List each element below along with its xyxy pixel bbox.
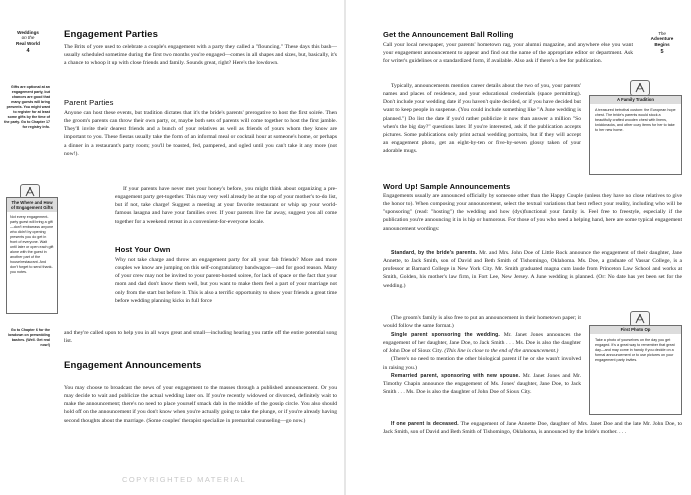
sidebar-title: The Where and How of Engagement Gifts: [7, 198, 57, 212]
paragraph: Why not take charge and throw an engagement party for all your fab friends? More and more couples we know are jumping on this self-congratulatory bandwagon—and for good reason. Many of your crew may not be invited to your parent-hosted soiree, for lack of space or the fact that your mom and dad don't know them well, but you want to make them feel a part of your marriage not only from the start but before it. This is also a terrific opportunity to show your friends a great time before wedding planning kicks in full force: [115, 257, 337, 304]
paragraph: Call your local newspaper, your parents' hometown rag, your alumni magazine, and anywhere else you want your engagement announcement to appear and find out the name of the appropriate editor or department. Ask for writer's guidelines or a standardized form, if available. Also ask if there's a fee for publication.: [383, 42, 633, 65]
sample-paragraph: [383, 372, 581, 396]
page-number: 4: [26, 47, 30, 54]
sidebar-engagement-gifts: [6, 197, 58, 314]
sample-note: (The groom's family is also free to put an announcement in their hometown paper; it would follow the same format.): [383, 315, 581, 330]
host-your-own-heading: Host Your Own: [115, 245, 171, 254]
sample-standard-note-block: [383, 314, 581, 330]
paragraph: If your parents have never met your honey's before, you might think about organizing a pre-engagement party get-together. This may very well already be at the top of your mother's to-do list, but if not, take charge! Suggest a meeting at your favorite restaurant or whip up your world-famous lasagna and have your families over. If your parents live far away, suggest you all come together for a weekend retreat in a convenient-for-everyone locale.: [115, 186, 337, 225]
running-head-line: Real World: [16, 40, 40, 46]
running-head-line: Adventure: [650, 36, 674, 42]
ball-rolling-text: [383, 82, 581, 155]
page-number: 5: [660, 48, 664, 55]
scroll-emblem-icon: [631, 81, 649, 95]
sample-paragraph: [383, 331, 581, 355]
sample-lead: If one parent is deceased.: [391, 421, 459, 427]
ball-rolling-heading: Get the Announcement Ball Rolling: [383, 30, 514, 39]
paragraph: Engagements usually are announced officially by someone other than the Happy Couple (unless they have no close relatives to give the honor to). When composing your announcement, select the textual variations that best reflect your reality, including who will be "sponsoring" (read: "hosting") the wedding and how (dys)functional your family is. Feel free to freestyle, especially if the publication you're announcing it in is hip or humorous. For those of you who need a helping hand, here are some typical engagement announcement wordings:: [383, 193, 682, 232]
sample-text: Mr. and Mrs. John Doe of Little Rock announce the engagement of their daughter, Jane Annette, to Jack Smith, son of David and Beth Smith of Tishomingo, Oklahoma. Ms. Doe, a graduate of Vassar College, is a professor at Barnard College in New York City. Mr. Smith graduated magna cum laude from Princeton Law School and works at Smith, Golden, his mother's law firm, in Fort Lee, New Jersey. A June wedding is planned. (Or: No date has yet been set for the wedding.): [383, 250, 683, 289]
sample-note: (There's no need to mention the other biological parent if he or she wasn't involved in raising you.): [383, 356, 581, 371]
paragraph: Anyone can host these events, but tradition dictates that it's the bride's parents' prerogative to host the first soirée. Then the groom's parents can throw their own party, or, maybe both sets of parents will come together to host the first jamble. They'll invite their dearest friends and a bunch of your relatives as well as friends of yours whom they know are important to you. These fiestas usually take the form of an informal meal or cocktail hour at someone's home, or perhaps a dinner in a restaurant's party room; you'll be toasted, fed, pampered, and ogled until you can't take it any more (not now!).: [64, 110, 337, 157]
sidenote-chapter: Go to Chapter 6 for the lowdown on prewedding bashes. (Well. Get real now!): [8, 328, 50, 347]
running-head-line: Weddings: [17, 30, 39, 35]
sidebar-body: Not every engagement-party guest will bring a gift—don't embarrass anyone who didn't by opening presents you do get in front of everyone. Wait until later or open each gift alone with the guest in another part of the house/restaurant. And don't forget to send thank-you notes.: [10, 215, 54, 275]
running-head-line: The: [658, 31, 666, 36]
paragraph: and they're called upon to help you in all ways great and small—including hearing you rattle off the entire potential song list.: [64, 330, 337, 345]
sidenote-gifts: Gifts are optional at an engagement party, but chances are good that many guests will bring presents. You might want to register for at least some gifts by the time of the party. Go to Chapter 17 for registry info.: [4, 85, 50, 129]
right-page: [346, 0, 691, 495]
sample-lead: Remarried parent, sponsoring with new spouse.: [391, 372, 521, 379]
sample-text: The engagement of Jane Annette Doe, daughter of Mrs. Janet Doe and the late Mr. John Doe, to Jack Smith, son of David and Beth Smith of Tishomingo, Oklahoma, is announced by the bride's mother. . . .: [383, 421, 682, 436]
running-head-line: Begins: [654, 41, 670, 47]
sample-italic-note: (This line is close to the end of the announcement.): [444, 348, 559, 355]
sidebar-family-tradition: [589, 95, 682, 175]
sidebar-first-photo-op: [589, 325, 682, 415]
left-page: [0, 0, 345, 495]
engagement-parties-text: [64, 43, 337, 67]
ball-rolling-text-top: [383, 41, 633, 65]
sample-announcements-heading: Word Up! Sample Announcements: [383, 182, 511, 191]
sample-lead: Single parent sponsoring the wedding.: [391, 332, 500, 338]
running-head-line: on the: [21, 35, 35, 41]
running-head-left: [6, 30, 50, 54]
sample-paragraph: [383, 249, 682, 290]
sidebar-body: Take a photo of yourselves on the day you get engaged. It's a great way to remember that great day—and may come in handy if you decide on a formal announcement or to use pictures on your engagement party invites.: [595, 338, 675, 362]
parent-parties-heading: Parent Parties: [64, 98, 114, 107]
sample-text: Mr. Janet Jones announces the engagement of her daughter, Jane Doe, to Jack Smith . . . Ms. Doe is also the daughter of John Doe of Sioux City.: [383, 332, 581, 355]
sidebar-title: A Family Tradition: [590, 96, 681, 104]
engagement-parties-heading: Engagement Parties: [64, 29, 159, 40]
sidebar-body: A treasured betrothal custom: the European hope chest. The bride's parents would stock a beautifully crafted wooden chest with linens, knickknacks, and other cozy items for her to take to her new home.: [595, 108, 676, 132]
tip-badge-icon: [630, 80, 650, 96]
sample-deceased-block: [383, 420, 682, 436]
paragraph: You may choose to broadcast the news of your engagement to the masses through a published announcement. Or you may decide to wait and publicize the actual wedding later on. If you're recently widowed or divorced, definitely wait to make the announcement; there's no need to place yourself smack dab in the middle of the gossip circle. You also should hold off on the announcement if you don't know when you're actually going to take the plunge, or if you're already having second thoughts about the marriage. (Some couples' therapist specialize in premarital counseling—go now.): [64, 385, 337, 424]
sample-announcements-intro: [383, 192, 682, 233]
paragraph: The Brits of yore used to celebrate a couple's engagement with a party they called a "flouncing." These days this bash—usually scheduled sometime during the first two months you're engaged—comes in all shapes and sizes, but, basically, it's a chance to whoop it up with close friends and family. Sounds great, right? Here's the lowdown.: [64, 44, 337, 67]
host-your-own-text: [115, 256, 337, 305]
sample-paragraph: [383, 420, 682, 436]
copyright-watermark: COPYRIGHTED MATERIAL: [122, 475, 247, 484]
paragraph: Typically, announcements mention career details about the two of you, your parents' names and places of residence, and your educational credentials (space permitting). Don't include your wedding date if you haven't quite decided, or if you have decided but want to keep people in suspense. (You could include something like "A June wedding is planned.") Do list the date if you'd rather publicize it now than answer a million "So when's the big day?" questions later. If you're interested, ask if the publication accepts pictures. Some publications only print actual wedding portraits, but if they will accept an engagement photo, get an eight-by-ten or five-by-seven glossy taken of your adorable mugs.: [383, 83, 581, 155]
sidebar-title: First Photo Op: [590, 326, 681, 334]
host-your-own-text-continued: [64, 329, 337, 345]
scroll-emblem-icon: [631, 312, 649, 326]
sample-single-parent-block: [383, 331, 581, 396]
parent-parties-text-continued: [115, 185, 337, 226]
engagement-announcements-heading: Engagement Announcements: [64, 360, 202, 371]
sample-text: Mr. Janet Jones and Mr. Timothy Chapin announce the engagement of Ms. Jones' daughter, Jane Doe, to Jack Smith . . . Ms. Doe is also the daughter of John Doe of Sioux City.: [383, 372, 581, 396]
parent-parties-text: [64, 109, 337, 158]
sample-lead: Standard, by the bride's parents.: [391, 250, 478, 256]
sample-standard-block: [383, 249, 682, 290]
running-head-right: [641, 31, 683, 55]
engagement-announcements-text: [64, 384, 337, 425]
